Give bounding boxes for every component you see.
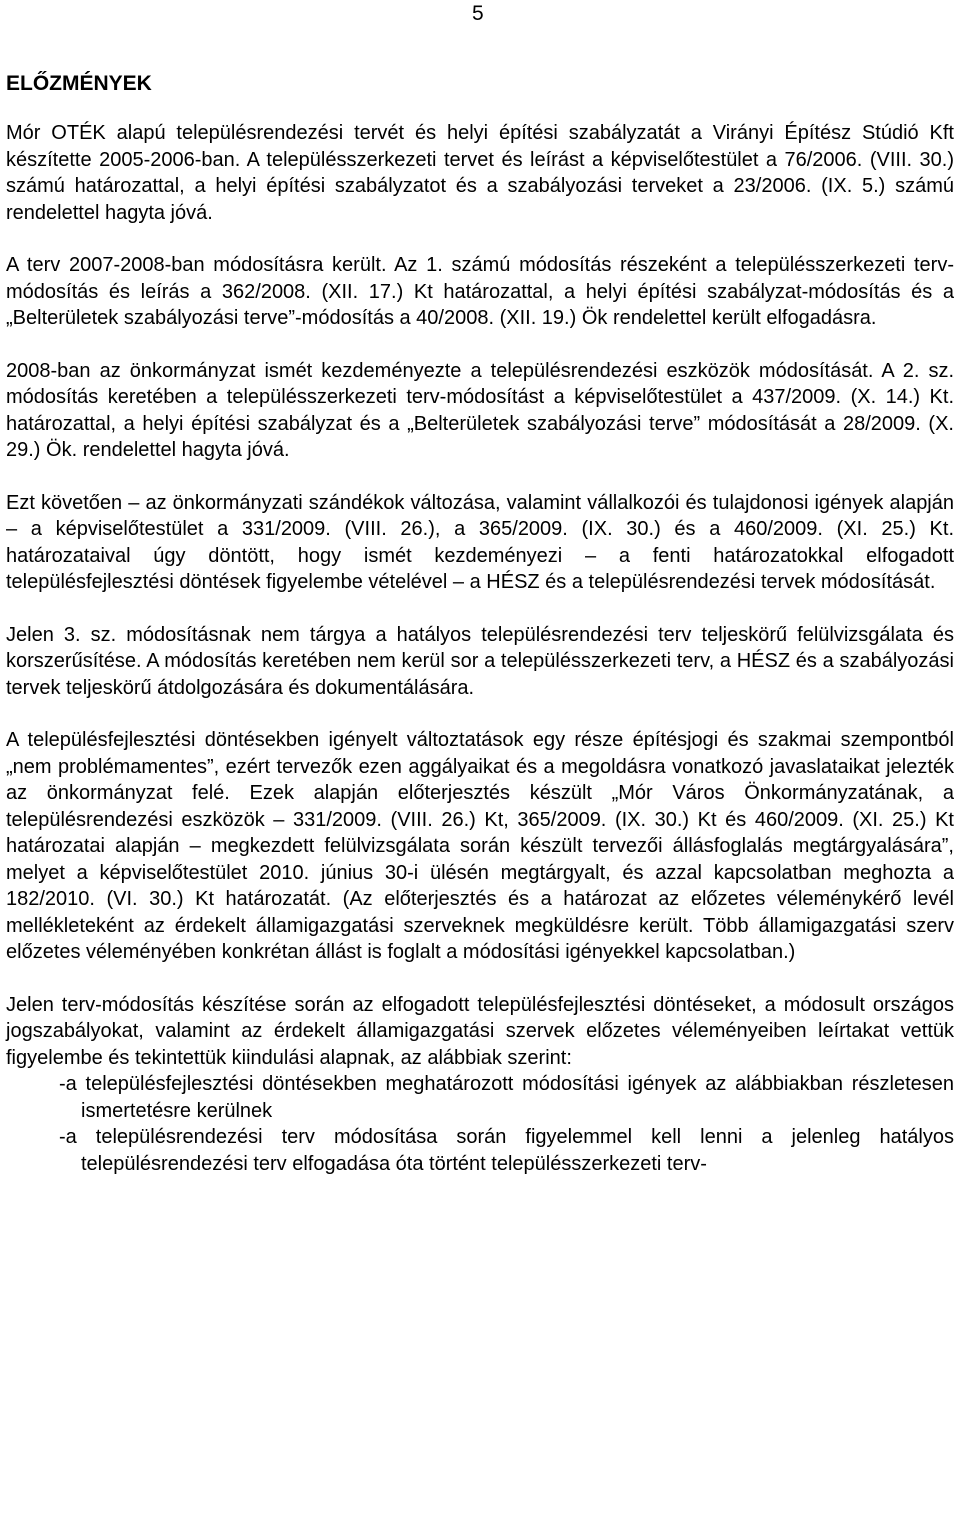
paragraph: A településfejlesztési döntésekben igényelt változtatások egy része építésjogi és szakmai szempontból „nem problémamentes”, ezért tervezők ezen aggályaikat és a megoldásra vonatkozó javaslataikat jelezték az önkormányzat felé. Ezek alapján előterjesztés készült „Mór Város Önkormányzatának, a településrendezési eszközök – 331/2009. (VIII. 26.) Kt, 365/2009. (IX. 30.) Kt és 460/2009. (XI. 25.) Kt határozatai alapján – megkezdett felülvizsgálata során készült tervezői állásfoglalás megtárgyalására”, melyet a képviselőtestület 2010. június 30-i ülésén megtárgyalt, és azzal kapcsolatban meghozta a 182/2010. (VI. 30.) Kt határozatát. (Az előterjesztés és a határozat az előzetes véleménykérő levél mellékleteként az érdekelt államigazgatási szerveknek megküldésre került. Több államigazgatási szerv előzetes véleményében konkrétan állást is foglalt a módosítási igényekkel kapcsolatban.) — [6, 729, 954, 963]
list-item: -a településfejlesztési döntésekben meghatározott módosítási igények az alábbiakban részletesen ismertetésre kerülnek — [59, 1073, 954, 1122]
section-heading: ELŐZMÉNYEK — [6, 72, 152, 95]
paragraph: A terv 2007-2008-ban módosításra került. Az 1. számú módosítás részeként a településszerkezeti terv-módosítás és leírás a 362/2008. (XII. 17.) Kt határozattal, a helyi építési szabályzat-módosítás és a „Belterületek szabályozási terve”-módosítás a 40/2008. (XII. 19.) Ök rendelettel került elfogadásra. — [6, 254, 954, 329]
document-body — [6, 70, 954, 1177]
bullet-list — [6, 1071, 954, 1177]
paragraph: Jelen terv-módosítás készítése során az elfogadott településfejlesztési döntéseket, a módosult országos jogszabályokat, valamint az érdekelt államigazgatási szervek előzetes véleményeiben leírtakat vettük figyelembe és tekintettük kiindulási alapnak, az alábbiak szerint: — [6, 993, 954, 1069]
paragraph: 2008-ban az önkormányzat ismét kezdeményezte a településrendezési eszközök módosítását. A 2. sz. módosítás keretében a településszerkezeti terv-módosítást a képviselőtestület a 437/2009. (X. 14.) Kt. határozattal, a helyi építési szabályzat és a „Belterületek szabályozási terve” módosítását a 28/2009. (X. 29.) Ök. rendelettel hagyta jóvá. — [6, 359, 954, 461]
paragraph: Mór OTÉK alapú településrendezési tervét és helyi építési szabályzatát a Virányi Építész Stúdió Kft készítette 2005-2006-ban. A településszerkezeti tervet és leírást a képviselőtestület a 76/2006. (VIII. 30.) számú határozattal, a helyi építési szabályzatot és a szabályozási terveket a 23/2006. (IX. 5.) számú rendelettel hagyta jóvá. — [6, 122, 954, 224]
paragraph: Ezt követően – az önkormányzati szándékok változása, valamint vállalkozói és tulajdonosi igények alapján – a képviselőtestület a 331/2009. (VIII. 26.), a 365/2009. (IX. 30.) és a 460/2009. (XI. 25.) Kt. határozataival úgy döntött, hogy ismét kezdeményezi – a fenti határozatokkal elfogadott településfejlesztési döntések figyelembe vételével – a HÉSZ és a településrendezési tervek módosítását. — [6, 491, 954, 593]
list-item: -a településrendezési terv módosítása során figyelemmel kell lenni a jelenleg hatályos településrendezési terv elfogadása óta történt településszerkezeti terv- — [59, 1126, 954, 1175]
paragraph: Jelen 3. sz. módosításnak nem tárgya a hatályos településrendezési terv teljeskörű felülvizsgálata és korszerűsítése. A módosítás keretében nem kerül sor a településszerkezeti terv, a HÉSZ és a szabályozási tervek teljeskörű átdolgozására és dokumentálására. — [6, 623, 954, 699]
page-number: 5 — [472, 2, 484, 25]
